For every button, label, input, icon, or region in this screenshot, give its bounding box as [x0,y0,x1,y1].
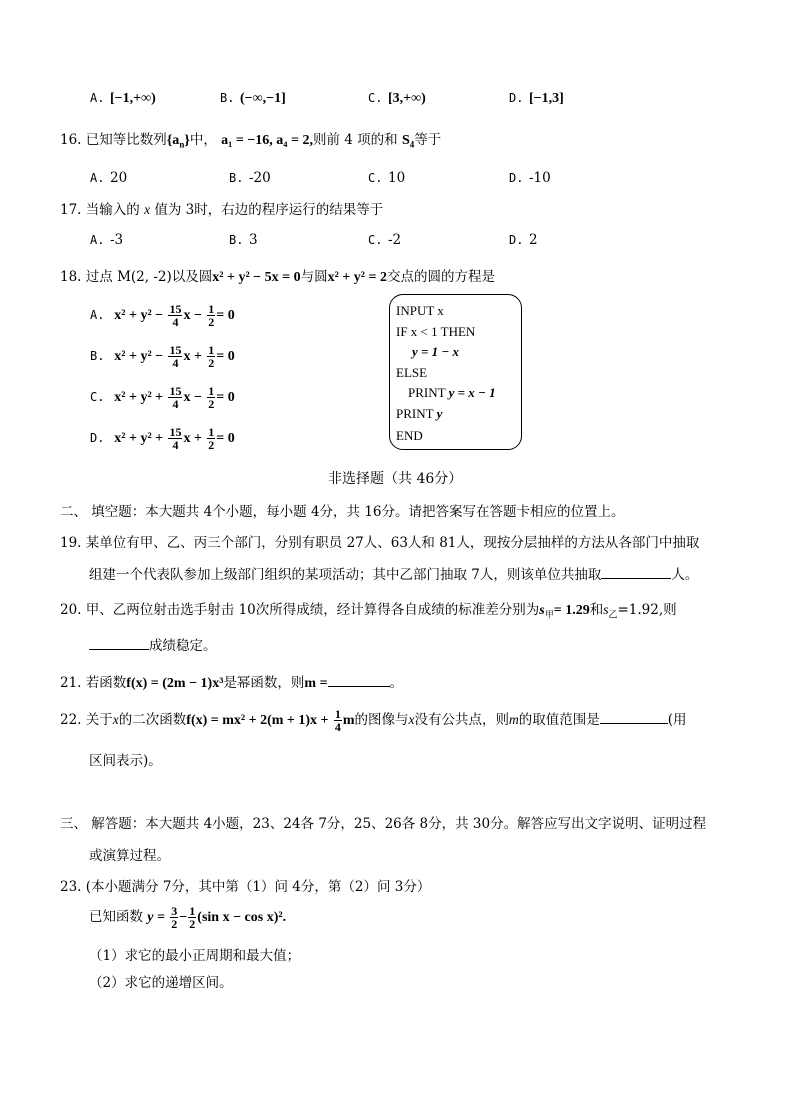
question-number: 21. [60,675,82,691]
program-line-end: END [396,428,423,443]
answer-blank[interactable] [328,674,390,687]
answer-blank[interactable] [89,637,149,650]
question-22: 22. 关于x的二次函数f(x) = mx² + 2(m + 1)x + $\frac{1}{4}$ m的图像与x没有公共点，则m的取值范围是 (用 [60,707,687,734]
q18-option-d: D. x² + y² + $\frac{15}{4}$ x + $\frac{1}{2}$ = 0 [90,425,235,452]
fraction: $\frac{1}{2}$ [189,904,196,931]
program-line-print2: PRINT y [396,406,443,421]
answer-blank[interactable] [601,566,671,579]
question-21: 21. 若函数f(x) = (2m − 1)x³是幂函数，则m = 。 [60,675,404,691]
q23-given: 已知函数 y = $\frac{3}{2}$ − $\frac{1}{2}$ (sin x − cos x)². [89,904,287,931]
answer-blank[interactable] [600,711,668,724]
question-number: 22. [60,712,82,728]
q18-option-c: C. x² + y² + $\frac{15}{4}$ x − $\frac{1}{2}$ = 0 [90,384,235,411]
q23-part1: （1）求它的最小正周期和最大值； [89,948,301,964]
program-box [389,294,522,450]
q16-option-b: B. -20 [229,170,271,186]
fraction: $\frac{15}{4}$ [169,302,182,329]
q17-option-c: C. -2 [368,232,402,248]
question-17: 17. 当输入的 x 值为 3时，右边的程序运行的结果等于 [60,202,384,218]
q16-option-d: D. -10 [509,170,551,186]
fraction: $\frac{1}{2}$ [208,425,215,452]
program-line-else: ELSE [396,365,428,380]
q18-option-a: A. x² + y² − $\frac{15}{4}$ x − $\frac{1}{2}$ = 0 [90,302,235,329]
section-nonchoice-title: 非选择题（共 46分） [328,471,463,487]
fraction: $\frac{15}{4}$ [169,343,182,370]
question-number: 20. [60,602,82,618]
program-line-print1: PRINT y = x − 1 [408,385,496,400]
fraction: $\frac{1}{2}$ [208,343,215,370]
fraction: $\frac{1}{2}$ [208,384,215,411]
question-16: 16. 已知等比数列$\{a_n\}$中， a₁ = −16, a₄ = 2,则前 4 项的和 $S_4$等于 [60,132,442,150]
q19-line2: 组建一个代表队参加上级部门组织的某项活动；其中乙部门抽取 7人，则该单位共抽取 人。 [89,567,699,583]
question-23: 23. (本小题满分 7分，其中第（1）问 4分，第（2）问 3分） [60,879,431,895]
question-18: 18. 过点 M(2, -2)以及圆x² + y² − 5x = 0与圆x² + y² = 2交点的圆的方程是 [60,269,495,285]
question-number: 23. [60,879,82,895]
section-3-heading: 三、 解答题：本大题共 4小题，23、24各 7分，25、26各 8分，共 30分。解答应写出文字说明、证明过程 [60,816,707,832]
program-line-if: IF x < 1 THEN [396,324,476,339]
section-2-heading: 二、 填空题：本大题共 4个小题，每小题 4分，共 16分。请把答案写在答题卡相应的位置上。 [60,504,625,520]
fraction: $\frac{15}{4}$ [169,384,182,411]
fraction: $\frac{15}{4}$ [169,425,182,452]
question-number: 19. [60,535,82,551]
q22-line2: 区间表示)。 [89,753,162,769]
q15-option-d: D. [−1,3] [509,91,564,106]
q20-line2: 成绩稳定。 [89,634,217,654]
q17-option-a: A. -3 [90,232,124,248]
q16-option-c: C. 10 [368,170,406,186]
section-3-line2: 或演算过程。 [89,848,170,864]
question-20: 20. 甲、乙两位射击选手射击 10次所得成绩，经计算得各自成绩的标准差分别为$s_甲= 1.29$和$s_乙=1.92$,则 [60,602,677,621]
program-line-input: INPUT x [396,303,444,318]
q15-option-b: B. (−∞,−1] [220,91,286,106]
q23-part2: （2）求它的递增区间。 [89,975,233,991]
question-number: 16. [60,132,82,148]
fraction: $\frac{1}{2}$ [208,302,215,329]
program-line-assign: y = 1 − x [412,344,460,359]
q18-option-b: B. x² + y² − $\frac{15}{4}$ x + $\frac{1}{2}$ = 0 [90,343,235,370]
q15-option-c: C. [3,+∞) [368,91,426,106]
fraction: $\frac{3}{2}$ [171,904,178,931]
q17-option-d: D. 2 [509,232,538,248]
q17-option-b: B. 3 [229,232,258,248]
question-number: 18. [60,269,82,285]
q15-option-a: A. [−1,+∞) [90,91,156,106]
question-number: 17. [60,202,82,218]
question-19: 19. 某单位有甲、乙、丙三个部门，分别有职员 27人、63人和 81人，现按分层抽样的方法从各部门中抽取 [60,535,700,551]
q16-option-a: A. 20 [90,170,128,186]
fraction: $\frac{1}{4}$ [334,707,341,734]
